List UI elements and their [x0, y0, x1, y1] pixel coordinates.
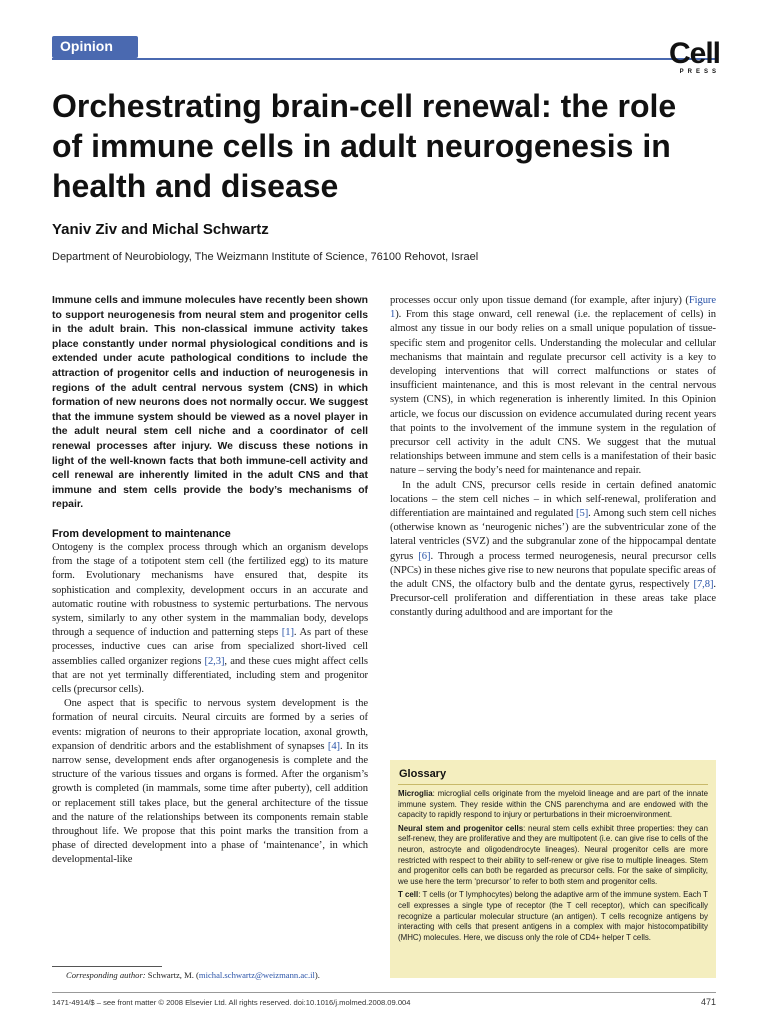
cell-press-logo	[648, 37, 720, 75]
paragraph-4	[390, 479, 716, 621]
abstract: Immune cells and immune molecules have recently been shown to support neurogenesis from neural stem and progenitor cells in the adult brain. This non-classical immune activity takes place constantly under normal physiological conditions and is extended under acute pathological conditions to include the attraction of progenitor cells and induction of neurogenesis in regions of the adult central nervous system (CNS) in which formation of new neurons does not normally occur. We suggest that the immune system should be viewed as a novel player in the adult neural stem cell niche and a coordinator of cell renewal processes after injury. We discuss these notions in light of the well-known facts that both immune-cell activity and cell renewal are inherently limited in the adult CNS and that immune and stem cells provide the body’s mechanisms of repair.	[52, 295, 368, 511]
text-run: ). From this stage onward, cell renewal (i.e. the replacement of cells) in almost any tissue in our body relies on a small unique population of tissue-specific stem and progenitor cells. Understanding the molecular and cellular mechanisms that maintain and regulate precursor cell activity is a key to developing interventions that will correct malfunctions or states of insufficient maintenance, and this is most relevant in the central nervous system (CNS), in which regeneration is inherently limited. In this Opinion article, we focus our discussion on evidence accumulated during recent years that points to the involvement of the immune system in the regulation of precursor cell activity in the adult CNS. We suggest that the mutual relationships between immune and stem cells is a manifestation of their basic nature – serving the body’s need for maintenance and repair.	[390, 309, 716, 477]
text-run: , and these cues might affect cells that are not yet terminally differentiated, including stem and progenitor cells (precursor cells).	[52, 655, 368, 695]
text-run: . In its narrow sense, development ends after organogenesis is complete and the structure of the various tissues and organs is formed. After the organism’s growth is completed (in mammals, some time after puberty), cell addition or replacement still takes place, but the general architecture of the tissue and the nature of the relationships between its components remain stable throughout life. We propose that this point marks the transition from a phase of directed development into a phase of ‘maintenance’, in which developmental-like	[52, 740, 368, 866]
glossary-divider	[398, 784, 708, 785]
glossary-term: Microglia	[398, 789, 433, 798]
glossary-entry	[398, 824, 708, 888]
article-title: Orchestrating brain-cell renewal: the role of immune cells in adult neurogenesis in health and disease	[52, 88, 677, 204]
glossary-definition: : microglial cells originate from the myeloid lineage and are part of the innate immune system. They reside within the CNS parenchyma and are endowed with the capacity to rapidly respond to injury or perturbations in their microenvironment.	[398, 789, 708, 820]
citation-link[interactable]: [7,8]	[693, 579, 714, 591]
email-link[interactable]: michal.schwartz@weizmann.ac.il	[198, 970, 315, 980]
paragraph-1	[52, 541, 368, 697]
glossary-entry	[398, 789, 708, 821]
text-run: Ontogeny is the complex process through which an organism develops from the stage of a totipotent stem cell (the fertilized egg) to its mature form. Evolutionary mechanisms have ensured that, despite its sophistication and complexity, development occurs in an accurate and automatic routine with robustness to systemic perturbations. The nervous system, similarly to any other system in the mammalian body, develops through a sequence of induction and patterning steps	[52, 541, 368, 639]
left-column	[52, 294, 368, 868]
author-affiliation: Department of Neurobiology, The Weizmann Institute of Science, 76100 Rehovot, Israel	[52, 251, 479, 263]
glossary-term: T cell	[398, 890, 419, 900]
text-run: One aspect that is specific to nervous system development is the formation of neural circuits. Neural circuits are formed by a series of events: migration of neurons to their appropriate location, axonal growth, expansion of dendritic arbors and the establishment of synapses	[52, 698, 368, 752]
citation-link[interactable]: [1]	[281, 627, 294, 639]
glossary-term: Neural stem and progenitor cells	[398, 823, 524, 833]
citation-link[interactable]: [5]	[576, 508, 589, 520]
article-authors: Yaniv Ziv and Michal Schwartz	[52, 221, 269, 238]
logo-word: Cell	[668, 37, 720, 70]
text-run: In the adult CNS, precursor cells reside in certain defined anatomic locations – the stem cell niches – in which self-renewal, proliferation and differentiation are maintained and regulated	[390, 479, 716, 520]
section-tab-opinion: Opinion	[52, 36, 138, 58]
figure-link[interactable]: Figure 1	[390, 295, 716, 321]
footer-rule	[52, 992, 716, 993]
paragraph-3	[390, 294, 716, 479]
glossary-box	[390, 760, 716, 978]
footnote-label: Corresponding author:	[66, 970, 146, 980]
text-run: . Precursor-cell proliferation and differentiation in these areas take place constantly during adulthood and are important for the	[390, 579, 716, 619]
right-column	[390, 294, 716, 621]
corresponding-author-footnote	[66, 970, 366, 980]
section-heading: From development to maintenance	[52, 527, 231, 540]
glossary-definition: : neural stem cells exhibit three properties: they can self-renew, they are proliferative and they are multipotent (i.e. can give rise to cells of the neuron, astrocyte and oligodendrocyte lineages). Neural progenitor cells are more restricted with respect to their ability to self-renew or give rise to multiple lineages. Stem and progenitor cells can both be regarded as precursor cells. For the sake of simplicity, we use here the term ‘precursor’ to refer to both stem and progenitor cells.	[398, 823, 708, 886]
citation-link[interactable]: [2,3]	[204, 655, 225, 667]
citation-link[interactable]: [6]	[418, 550, 431, 562]
footnote-rule	[52, 966, 162, 967]
paragraph-2	[52, 697, 368, 867]
header-rule	[52, 58, 716, 60]
text-run: . Among such stem cell niches (otherwise known as ‘neurogenic niches’) are the subventricular zone of the lateral ventricles (SVZ) and the subgranular zone of the hippocampal dentate gyrus	[390, 508, 716, 562]
glossary-definition: : T cells (or T lymphocytes) belong the adaptive arm of the immune system. Each T cell expresses a single type of receptor (the T cell receptor), which can specifically recognize a particular molecular structure (an antigen). T cells recognize antigens by interacting with cells that present antigens in a complex with major histocompatibility (MHC) molecules. Here, we discuss only the role of CD4+ helper T cells.	[398, 890, 708, 942]
glossary-entry	[398, 890, 708, 943]
text-run: processes occur only upon tissue demand (for example, after injury) (	[390, 295, 689, 306]
footnote-name: Schwartz, M. (	[145, 970, 199, 980]
text-run: . Through a process termed neurogenesis, neural precursor cells (NPCs) in these niches give rise to new neurons that populate specific areas of the adult CNS, the olfactory bulb and the dentate gyrus, respectively	[390, 550, 716, 591]
citation-link[interactable]: [4]	[327, 740, 341, 752]
copyright-doi: 1471-4914/$ – see front matter © 2008 Elsevier Ltd. All rights reserved. doi:10.1016/j.molmed.2008.09.004	[52, 998, 411, 1007]
glossary-title: Glossary	[399, 768, 447, 780]
footnote-close: ).	[314, 970, 320, 980]
text-run: . As part of these processes, inductive cues can arise from specialized short-lived cell assemblies called organizer regions	[52, 627, 368, 667]
page-number: 471	[700, 997, 716, 1007]
logo-subword: PRESS	[679, 69, 720, 75]
